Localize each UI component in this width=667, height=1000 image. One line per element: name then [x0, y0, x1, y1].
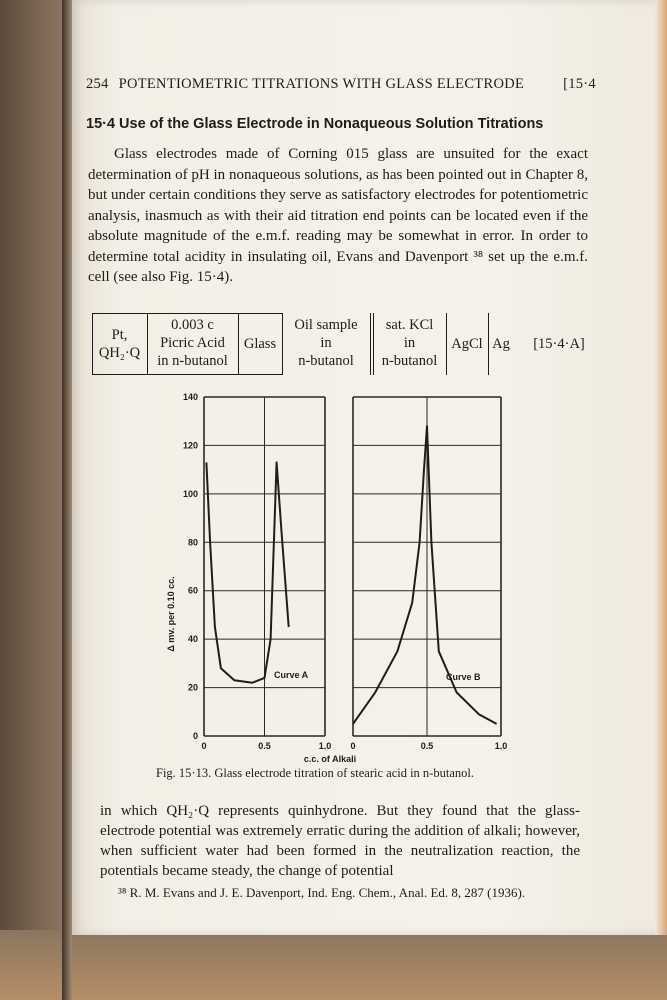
cell-kcl-line1: sat. KCl — [385, 317, 434, 333]
section-reference: [15·4 — [563, 76, 596, 92]
y-tick-label: 0 — [192, 731, 198, 741]
book-spine — [62, 0, 72, 1000]
y-tick-label: 100 — [182, 488, 198, 499]
cell-picric-line2: Picric Acid — [160, 335, 225, 351]
y-tick-label: 20 — [187, 682, 198, 693]
panel-curve-a — [201, 397, 331, 751]
cell-picric-line1: 0.003 c — [171, 317, 214, 333]
section-heading: 15·4 Use of the Glass Electrode in Nonaqueous Solution Titrations — [86, 116, 544, 132]
paragraph-2-text: in which QH₂·Q represents quinhydrone. But they found that the glass-electrode potential was extremely erratic during the addition of alkali; however, when sufficient water had been formed in the neutralization reaction, the potentials became steady, the change of potential — [100, 803, 580, 879]
cell-ag: Ag — [492, 336, 510, 352]
running-title: POTENTIOMETRIC TITRATIONS WITH GLASS ELECTRODE — [118, 76, 525, 92]
y-axis — [183, 392, 198, 741]
cell-oil-line1: Oil sample — [294, 317, 358, 333]
y-tick-label: 40 — [187, 634, 198, 645]
x-tick-label: 0 — [201, 741, 207, 751]
y-axis-label: Δ mv. per 0.10 cc. — [166, 576, 176, 652]
cell-diagram — [92, 313, 602, 375]
cell-electrode — [92, 326, 147, 362]
cell-kcl-line2: in — [403, 335, 416, 351]
y-tick-label: 80 — [187, 537, 198, 548]
series-label: Curve B — [446, 672, 481, 682]
equation-label: [15·4·A] — [533, 336, 585, 352]
paragraph-1-text: Glass electrodes made of Corning 015 glass are unsuited for the exact determination of pH in nonaqueous solutions, as has been pointed out in Chapter 8, but under certain conditions they serve as satisfactory electrodes for potentiometric analysis, inasmuch as with their aid titration end points can be located even if the absolute magnitude of the e.m.f. reading may be somewhat in error. In order to determine total acidity in insulating oil, Evans and Davenport ³⁸ set up the e.m.f. cell (see also Fig. 15·4). — [88, 146, 588, 285]
y-tick-label: 60 — [187, 585, 198, 596]
x-axis-label: c.c. of Alkali — [303, 754, 357, 764]
x-tick-label: 1.0 — [318, 741, 332, 751]
series-line — [206, 462, 288, 682]
cell-electrode-line2: QH₂·Q — [98, 345, 141, 361]
page-number: 254 — [86, 76, 109, 92]
series-label: Curve A — [274, 670, 309, 680]
cell-kcl — [373, 316, 446, 370]
cell-agcl: AgCl — [451, 336, 483, 352]
footnote: ³⁸ R. M. Evans and J. E. Davenport, Ind. Eng. Chem., Anal. Ed. 8, 287 (1936). — [118, 885, 526, 900]
running-header — [86, 76, 596, 93]
background-left — [0, 0, 70, 1000]
x-tick-label: 0.5 — [420, 741, 434, 751]
cell-electrode-line1: Pt, — [111, 327, 128, 343]
page-edge — [655, 0, 667, 935]
y-tick-label: 120 — [182, 440, 198, 451]
y-tick-label: 140 — [182, 392, 198, 402]
cell-rule — [370, 313, 371, 375]
background-bottom — [0, 930, 667, 1000]
cell-picric-acid — [147, 316, 238, 370]
figure-caption: Fig. 15·13. Glass electrode titration of stearic acid in n-butanol. — [156, 766, 474, 780]
cell-oil-line3: n-butanol — [298, 353, 354, 369]
cell-oil-sample — [282, 316, 370, 370]
cell-bottom-rule — [92, 374, 282, 375]
cell-oil-line2: in — [320, 335, 332, 351]
cell-glass: Glass — [243, 336, 277, 352]
cell-picric-line3: in n-butanol — [157, 353, 228, 369]
titration-chart — [166, 384, 520, 768]
panel-curve-b — [350, 397, 507, 751]
cell-kcl-line3: n-butanol — [381, 353, 438, 369]
cell-top-rule — [92, 313, 282, 314]
paragraph-1 — [88, 144, 588, 288]
x-tick-label: 0 — [350, 741, 356, 751]
x-tick-label: 1.0 — [494, 741, 508, 751]
x-tick-label: 0.5 — [258, 741, 271, 751]
paragraph-2 — [100, 801, 580, 881]
